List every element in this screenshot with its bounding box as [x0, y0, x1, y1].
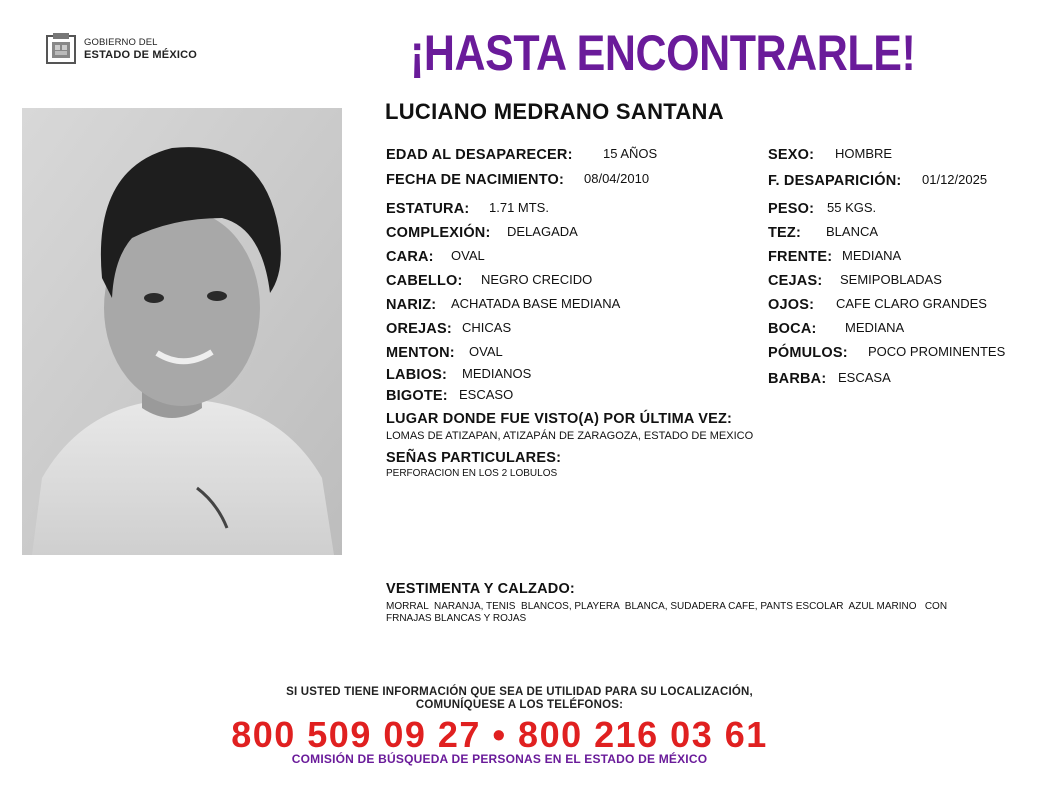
- field-value: CAFE CLARO GRANDES: [836, 296, 987, 311]
- contact-info-line-2: COMUNÍQUESE A LOS TELÉFONOS:: [415, 699, 624, 711]
- field-value: BLANCA: [826, 224, 879, 239]
- logo-line-1: GOBIERNO DEL: [84, 37, 158, 48]
- field-label: MENTON:: [386, 345, 455, 361]
- marks-value: PERFORACION EN LOS 2 LOBULOS: [386, 468, 558, 479]
- clothing-line-2: FRNAJAS BLANCAS Y ROJAS: [386, 613, 527, 624]
- field-value: HOMBRE: [835, 146, 893, 161]
- field-value: OVAL: [469, 344, 503, 359]
- field-label: BIGOTE:: [386, 388, 448, 404]
- government-logo: [44, 32, 197, 66]
- field-value: 01/12/2025: [922, 172, 988, 187]
- field-value: MEDIANOS: [462, 366, 532, 381]
- field-value: 15 AÑOS: [603, 146, 658, 161]
- field-label: BARBA:: [768, 371, 827, 387]
- field-label: NARIZ:: [386, 297, 437, 313]
- person-photo: [22, 108, 342, 555]
- field-label: TEZ:: [768, 225, 802, 241]
- field-value: SEMIPOBLADAS: [840, 272, 942, 287]
- field-value: DELAGADA: [507, 224, 578, 239]
- field-label: FECHA DE NACIMIENTO:: [386, 172, 564, 188]
- field-label: PESO:: [768, 201, 815, 217]
- field-label: EDAD AL DESAPARECER:: [386, 147, 573, 163]
- coat-of-arms-icon: [44, 32, 78, 66]
- field-label: ESTATURA:: [386, 201, 470, 217]
- field-value: POCO PROMINENTES: [868, 344, 1006, 359]
- field-label: CABELLO:: [386, 273, 463, 289]
- field-label: LABIOS:: [386, 367, 448, 383]
- field-value: MEDIANA: [842, 248, 902, 263]
- field-label: CARA:: [386, 249, 434, 265]
- contact-info: [0, 686, 1039, 712]
- field-value: ESCASA: [838, 370, 891, 385]
- field-value: ESCASO: [459, 387, 514, 402]
- field-label: F. DESAPARICIÓN:: [768, 173, 902, 189]
- logo-line-2: ESTADO DE MÉXICO: [84, 49, 198, 61]
- field-label: OREJAS:: [386, 321, 452, 337]
- clothing-label: VESTIMENTA Y CALZADO:: [386, 581, 575, 597]
- clothing-line-1: MORRAL NARANJA, TENIS BLANCOS, PLAYERA BLANCA, SUDADERA CAFE, PANTS ESCOLAR AZUL MARINO CON: [386, 601, 948, 612]
- field-value: 55 KGS.: [827, 200, 877, 215]
- field-label: BOCA:: [768, 321, 817, 337]
- field-value: OVAL: [451, 248, 485, 263]
- person-name: LUCIANO MEDRANO SANTANA: [385, 99, 724, 124]
- field-label: COMPLEXIÓN:: [386, 225, 491, 241]
- field-label: SEXO:: [768, 147, 815, 163]
- field-value: 08/04/2010: [584, 171, 650, 186]
- contact-info-line-1: SI USTED TIENE INFORMACIÓN QUE SEA DE UTILIDAD PARA SU LOCALIZACIÓN,: [286, 686, 753, 698]
- phone-numbers: 800 509 09 27 • 800 216 03 61: [231, 714, 768, 755]
- field-label: CEJAS:: [768, 273, 823, 289]
- headline: ¡HASTA ENCONTRARLE!: [410, 25, 916, 81]
- field-label: PÓMULOS:: [768, 345, 848, 361]
- field-value: 1.71 MTS.: [489, 200, 549, 215]
- last-seen-label: LUGAR DONDE FUE VISTO(A) POR ÚLTIMA VEZ:: [386, 411, 733, 427]
- field-label: OJOS:: [768, 297, 815, 313]
- marks-label: SEÑAS PARTICULARES:: [386, 450, 562, 466]
- field-value: ACHATADA BASE MEDIANA: [451, 296, 621, 311]
- field-value: NEGRO CRECIDO: [481, 272, 593, 287]
- field-value: CHICAS: [462, 320, 512, 335]
- last-seen-value: LOMAS DE ATIZAPAN, ATIZAPÁN DE ZARAGOZA, ESTADO DE MEXICO: [386, 430, 754, 442]
- commission-name: COMISIÓN DE BÚSQUEDA DE PERSONAS EN EL ESTADO DE MÉXICO: [291, 752, 708, 766]
- field-label: FRENTE:: [768, 249, 833, 265]
- field-value: MEDIANA: [845, 320, 905, 335]
